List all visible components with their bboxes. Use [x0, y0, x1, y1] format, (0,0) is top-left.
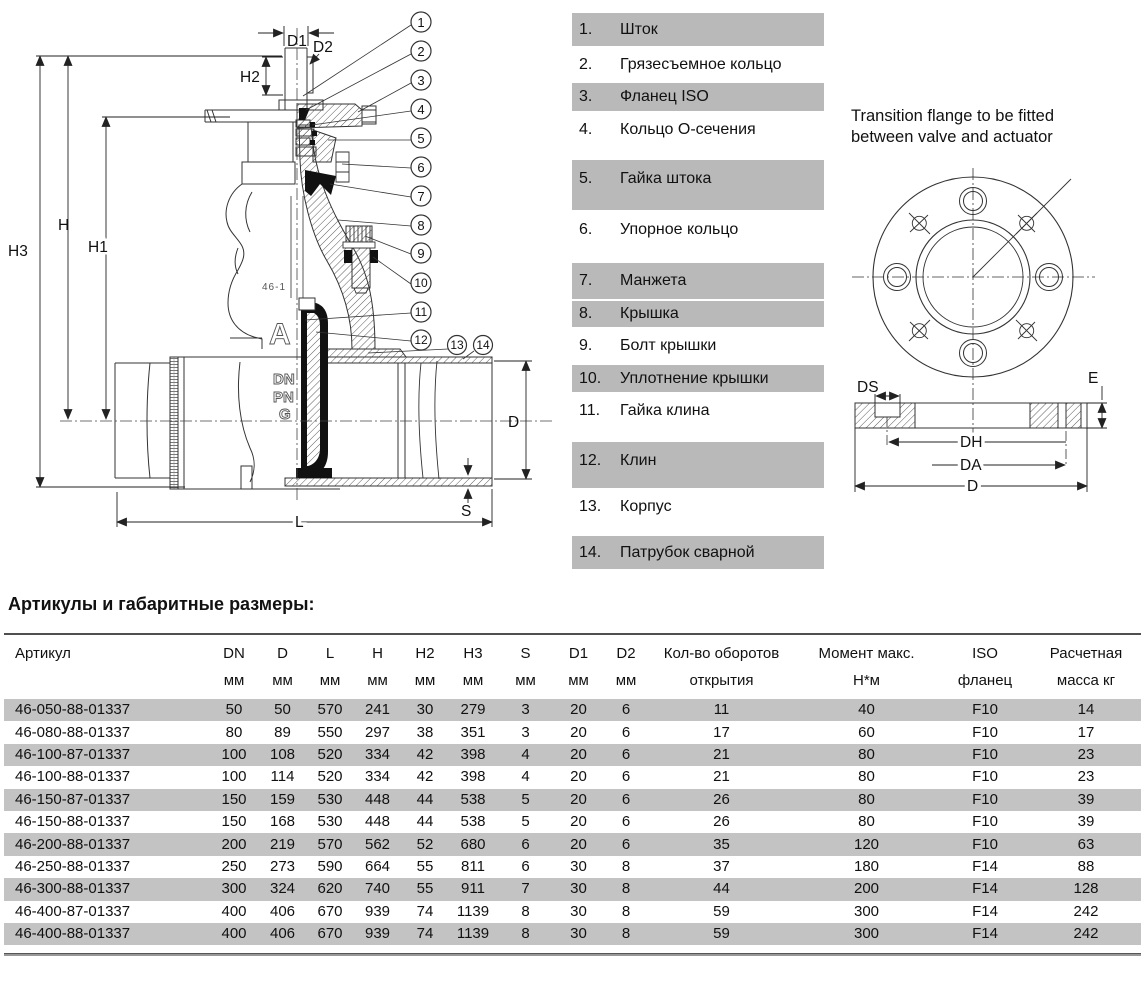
table-body [4, 699, 1141, 945]
table-cell: 46-150-87-01337 [15, 790, 131, 808]
column-label: Расчетная [1049, 645, 1123, 662]
column-unit [4, 662, 209, 699]
svg-text:14: 14 [476, 338, 490, 352]
part-name: Кольцо О-сечения [620, 120, 756, 138]
casting-model: 46-1 [262, 282, 287, 293]
table-cell: 150 [221, 790, 247, 808]
valve-section-drawing [0, 0, 560, 560]
table-cell: 664 [364, 857, 391, 875]
table-cell: 20 [570, 768, 587, 786]
table-cell: 406 [269, 925, 296, 943]
table-cell: 168 [269, 813, 296, 831]
callout-14 [474, 336, 493, 355]
table-row [4, 766, 1141, 788]
parts-list-item [572, 394, 824, 428]
table-cell: 88 [1077, 857, 1095, 875]
table-cell: 23 [1077, 745, 1095, 763]
table-cell: 241 [364, 701, 391, 719]
table-cell: 620 [317, 880, 343, 898]
wedge [299, 298, 328, 478]
callout-4 [411, 99, 431, 119]
part-number: 7. [579, 272, 593, 289]
table-cell: 400 [221, 902, 247, 920]
table-cell: 59 [713, 925, 730, 943]
table-cell: 46-100-87-01337 [15, 745, 131, 763]
table-cell: 670 [317, 902, 343, 920]
table-row [4, 811, 1141, 833]
table-cell: 6 [621, 701, 631, 719]
table-cell: 20 [570, 835, 587, 853]
part-number: 5. [579, 170, 593, 187]
part-name: Грязесъемное кольцо [620, 55, 782, 73]
part-number: 12. [579, 452, 602, 469]
table-cell: 200 [853, 880, 880, 898]
table-cell: 30 [570, 880, 587, 898]
column-unit: открытия [689, 672, 754, 689]
table-cell: F10 [972, 768, 998, 786]
table-cell: 8 [621, 880, 631, 898]
svg-text:7: 7 [417, 189, 425, 204]
table-cell: 128 [1073, 880, 1099, 898]
table-cell: 300 [853, 925, 880, 943]
column-unit: мм [515, 672, 536, 689]
parts-list-item [572, 83, 824, 111]
table-cell: F10 [972, 701, 998, 719]
table-cell: 21 [713, 745, 730, 763]
part-number: 4. [579, 120, 593, 138]
table-cell: 23 [1077, 768, 1095, 786]
column-unit: мм [462, 672, 484, 689]
table-cell: 26 [713, 813, 730, 831]
table-cell: 80 [858, 768, 875, 786]
table-cell: 324 [269, 880, 296, 898]
dim-label-dh: DH [960, 434, 983, 451]
table-cell: 570 [317, 701, 343, 719]
table-cell: 562 [364, 835, 391, 853]
column-label: H3 [463, 645, 483, 662]
table-cell: F10 [972, 813, 998, 831]
table-cell: 44 [713, 880, 730, 898]
table-cell: 80 [225, 723, 243, 741]
svg-text:11: 11 [414, 305, 428, 319]
parts-list-item [572, 263, 824, 299]
callout-3 [411, 70, 431, 90]
callout-12 [411, 330, 431, 350]
table-cell: 242 [1073, 902, 1099, 920]
callout-1 [411, 12, 431, 32]
parts-list [572, 13, 824, 571]
table-cell: 55 [416, 857, 434, 875]
table-cell: 50 [274, 701, 291, 719]
part-number: 10. [579, 369, 602, 387]
table-cell: 14 [1077, 701, 1095, 719]
table-row [4, 699, 1141, 721]
table-cell: 398 [460, 768, 486, 786]
transition-flange-drawing [845, 95, 1145, 515]
table-cell: F10 [972, 723, 998, 741]
column-label: Кол-во оборотов [663, 645, 780, 662]
table-cell: 46-100-88-01337 [15, 768, 131, 786]
table-cell: 400 [221, 925, 247, 943]
parts-list-item [572, 113, 824, 146]
dim-label-ds: DS [857, 379, 879, 396]
part-name: Крышка [620, 305, 679, 322]
table-cell: 530 [317, 813, 343, 831]
part-name: Гайка штока [620, 170, 712, 187]
svg-text:9: 9 [417, 246, 425, 261]
table-cell: 6 [521, 857, 530, 875]
table-cell: 4 [521, 745, 530, 763]
table-row [4, 789, 1141, 811]
table-cell: 300 [221, 880, 247, 898]
table-row [4, 721, 1141, 743]
table-cell: 1139 [456, 902, 490, 920]
table-cell: 7 [521, 880, 530, 898]
dim-label-s: S [461, 503, 472, 520]
callout-8 [411, 215, 431, 235]
part-name: Патрубок сварной [620, 543, 755, 561]
table-header [4, 634, 1141, 699]
part-number: 11. [579, 402, 601, 419]
table-cell: 46-400-88-01337 [15, 925, 131, 943]
table-cell: 42 [416, 745, 434, 763]
callout-balloons [411, 12, 493, 355]
table-cell: 8 [521, 902, 530, 920]
table-cell: 200 [221, 835, 247, 853]
dim-label-d2: D2 [313, 39, 333, 56]
table-cell: F10 [972, 745, 998, 763]
dim-label-h1: H1 [88, 239, 108, 256]
dim-label-d: D [508, 414, 520, 431]
part-name: Упорное кольцо [620, 220, 739, 238]
callout-9 [411, 243, 431, 263]
table-cell: 52 [416, 835, 434, 853]
table-row [4, 856, 1141, 878]
part-number: 13. [579, 498, 602, 515]
svg-text:1: 1 [417, 15, 425, 30]
svg-text:4: 4 [417, 102, 425, 117]
svg-text:3: 3 [417, 73, 425, 88]
table-cell: 334 [364, 768, 391, 786]
part-number: 9. [579, 337, 593, 354]
table-cell: 42 [416, 768, 434, 786]
table-cell: 20 [570, 790, 587, 808]
table-cell: 46-300-88-01337 [15, 880, 131, 898]
column-label: ISO [972, 645, 998, 662]
table-cell: 114 [270, 768, 295, 786]
table-cell: 911 [461, 880, 485, 898]
callout-10 [411, 273, 431, 293]
table-cell: 80 [858, 790, 875, 808]
column-unit: мм [272, 672, 293, 689]
part-number: 14. [579, 543, 602, 561]
svg-text:10: 10 [414, 276, 428, 290]
table-cell: 108 [269, 745, 296, 763]
parts-list-item [572, 329, 824, 363]
svg-text:12: 12 [414, 333, 428, 347]
table-cell: 6 [621, 723, 631, 741]
table-cell: 8 [521, 925, 530, 943]
table-cell: 17 [1077, 723, 1095, 741]
table-cell: 30 [570, 925, 587, 943]
table-cell: 100 [221, 745, 247, 763]
table-cell: F14 [972, 925, 998, 943]
table-cell: 1139 [456, 925, 490, 943]
column-unit: мм [319, 672, 341, 689]
dim-label-l: L [295, 514, 304, 531]
casting-dn: DN [273, 371, 295, 388]
parts-list-item [572, 160, 824, 210]
table-cell: 520 [317, 745, 343, 763]
table-cell: 46-080-88-01337 [15, 723, 131, 741]
table-cell: 398 [460, 745, 486, 763]
table-cell: 6 [621, 768, 631, 786]
table-row [4, 923, 1141, 945]
table-cell: 46-250-88-01337 [15, 857, 131, 875]
svg-text:6: 6 [417, 160, 425, 175]
table-cell: 520 [317, 768, 343, 786]
table-bottom-rule [4, 953, 1141, 956]
table-cell: 939 [364, 902, 391, 920]
column-unit: мм [568, 672, 589, 689]
column-unit: мм [615, 672, 637, 689]
column-label: DN [223, 645, 245, 662]
parts-list-item [572, 301, 824, 327]
parts-list-item [572, 365, 824, 392]
table-cell: 20 [570, 813, 587, 831]
table-cell: 8 [621, 902, 631, 920]
table-cell: 8 [621, 925, 631, 943]
table-row [4, 878, 1141, 900]
table-cell: 63 [1077, 835, 1095, 853]
svg-text:5: 5 [417, 131, 425, 146]
part-number: 6. [579, 220, 593, 238]
table-cell: 46-200-88-01337 [15, 835, 131, 853]
parts-list-item [572, 490, 824, 524]
flange-note-line2: between valve and actuator [851, 128, 1053, 146]
table-cell: 740 [364, 880, 391, 898]
dim-label-fd: D [967, 478, 979, 495]
table-row [4, 901, 1141, 923]
dim-label-da: DA [960, 457, 982, 474]
table-cell: 6 [621, 745, 631, 763]
table-cell: 11 [713, 701, 730, 719]
table-cell: 150 [221, 813, 247, 831]
column-unit: Н*м [853, 672, 880, 689]
table-cell: 351 [460, 723, 486, 741]
table-cell: 590 [317, 857, 343, 875]
table-cell: 6 [621, 835, 631, 853]
table-cell: 6 [521, 835, 530, 853]
part-name: Шток [620, 20, 658, 38]
column-label: D [277, 645, 288, 662]
table-cell: 80 [858, 745, 875, 763]
table-cell: 44 [416, 790, 434, 808]
table-cell: 8 [621, 857, 631, 875]
table-cell: 334 [364, 745, 391, 763]
column-label: D2 [616, 645, 636, 662]
column-unit: мм [223, 672, 245, 689]
table-cell: 6 [621, 813, 631, 831]
table-cell: 30 [570, 857, 587, 875]
table-cell: 538 [460, 813, 486, 831]
svg-text:2: 2 [417, 44, 425, 59]
parts-list-item [572, 48, 824, 81]
dim-label-h: H [58, 217, 70, 234]
table-cell: 448 [364, 790, 391, 808]
part-name: Болт крышки [620, 337, 717, 354]
table-cell: 100 [221, 768, 247, 786]
part-name: Корпус [620, 498, 672, 515]
casting-g: G [279, 406, 291, 423]
casting-marks [262, 282, 295, 423]
table-cell: 17 [713, 723, 730, 741]
part-number: 8. [579, 305, 593, 322]
column-label: Момент макс. [818, 645, 915, 662]
part-name: Клин [620, 452, 657, 469]
part-name: Уплотнение крышки [620, 369, 769, 387]
column-label: H [372, 645, 383, 662]
table-cell: 279 [460, 701, 486, 719]
table-cell: F14 [972, 902, 998, 920]
table-cell: 21 [713, 768, 730, 786]
table-cell: F14 [972, 880, 998, 898]
parts-list-item [572, 442, 824, 488]
callout-2 [411, 41, 431, 61]
table-cell: 30 [570, 902, 587, 920]
column-unit: мм [367, 672, 388, 689]
table-cell: 219 [269, 835, 296, 853]
table-cell: 5 [521, 813, 530, 831]
dim-label-h3: H3 [8, 243, 28, 260]
table-cell: 40 [858, 701, 875, 719]
table-cell: 811 [461, 857, 485, 875]
callout-7 [411, 186, 431, 206]
table-cell: 180 [853, 857, 880, 875]
table-cell: 273 [269, 857, 296, 875]
table-cell: 670 [317, 925, 343, 943]
table-cell: 30 [416, 701, 434, 719]
table-cell: 20 [570, 701, 587, 719]
casting-pn: PN [273, 389, 294, 406]
dim-label-e: E [1088, 370, 1099, 387]
table-cell: F10 [972, 835, 998, 853]
table-cell: 5 [521, 790, 530, 808]
brand-logo-letter: A [269, 318, 291, 351]
table-cell: 59 [713, 902, 730, 920]
table-cell: 26 [713, 790, 730, 808]
callout-11 [411, 302, 431, 322]
table-cell: 297 [364, 723, 391, 741]
column-unit: фланец [957, 672, 1013, 689]
table-cell: 20 [570, 745, 587, 763]
part-name: Фланец ISO [620, 88, 709, 105]
svg-text:13: 13 [450, 338, 464, 352]
table-cell: 89 [274, 723, 291, 741]
table-cell: 74 [416, 902, 434, 920]
dim-label-h2: H2 [240, 69, 260, 86]
table-cell: 448 [364, 813, 391, 831]
table-row [4, 833, 1141, 855]
table-cell: 120 [853, 835, 880, 853]
column-label: S [520, 645, 531, 662]
callout-6 [411, 157, 431, 177]
table-cell: 3 [521, 701, 530, 719]
part-name: Манжета [620, 272, 687, 289]
part-number: 2. [579, 55, 593, 73]
column-label: D1 [568, 645, 589, 662]
table-cell: 250 [221, 857, 247, 875]
table-cell: 46-400-87-01337 [15, 902, 131, 920]
part-number: 3. [579, 88, 593, 105]
table-cell: 50 [225, 701, 243, 719]
table-cell: 4 [521, 768, 530, 786]
table-cell: 538 [460, 790, 486, 808]
dimension-lines [36, 26, 532, 527]
column-label: H2 [415, 645, 435, 662]
table-cell: 550 [317, 723, 343, 741]
table-row [4, 744, 1141, 766]
table-cell: F14 [972, 857, 998, 875]
part-name: Гайка клина [620, 402, 710, 419]
table-title: Артикулы и габаритные размеры: [8, 594, 315, 614]
table-cell: 44 [416, 813, 434, 831]
table-cell: 680 [460, 835, 486, 853]
column-label: Артикул [15, 645, 71, 662]
table-cell: 38 [416, 723, 434, 741]
table-cell: 300 [853, 902, 880, 920]
parts-list-item [572, 212, 824, 247]
column-label: L [325, 645, 335, 662]
table-cell: 939 [364, 925, 391, 943]
callout-13 [448, 336, 467, 355]
table-cell: 406 [269, 902, 296, 920]
table-cell: 55 [416, 880, 434, 898]
table-cell: 39 [1077, 813, 1095, 831]
table-cell: 74 [416, 925, 434, 943]
column-unit: мм [414, 672, 436, 689]
part-number: 1. [579, 20, 593, 38]
flange-dimension-labels [857, 370, 1098, 495]
table-cell: 60 [858, 723, 875, 741]
table-cell: 3 [521, 723, 530, 741]
table-cell: 39 [1077, 790, 1095, 808]
table-cell: 570 [317, 835, 343, 853]
parts-list-item [572, 536, 824, 569]
column-unit: масса кг [1056, 672, 1116, 689]
table-cell: 242 [1073, 925, 1099, 943]
table-cell: 159 [269, 790, 296, 808]
flange-note-line1: Transition flange to be fitted [851, 107, 1055, 125]
svg-text:8: 8 [417, 218, 425, 233]
callout-5 [411, 128, 431, 148]
table-cell: 37 [713, 857, 730, 875]
dimensions-table [4, 633, 1141, 945]
table-cell: F10 [972, 790, 998, 808]
parts-list-item [572, 13, 824, 46]
table-cell: 46-150-88-01337 [15, 813, 131, 831]
table-cell: 6 [621, 790, 631, 808]
dim-label-d1: D1 [287, 33, 307, 50]
table-cell: 20 [570, 723, 587, 741]
table-cell: 35 [713, 835, 730, 853]
table-cell: 530 [317, 790, 343, 808]
table-cell: 80 [858, 813, 875, 831]
table-cell: 46-050-88-01337 [15, 701, 131, 719]
